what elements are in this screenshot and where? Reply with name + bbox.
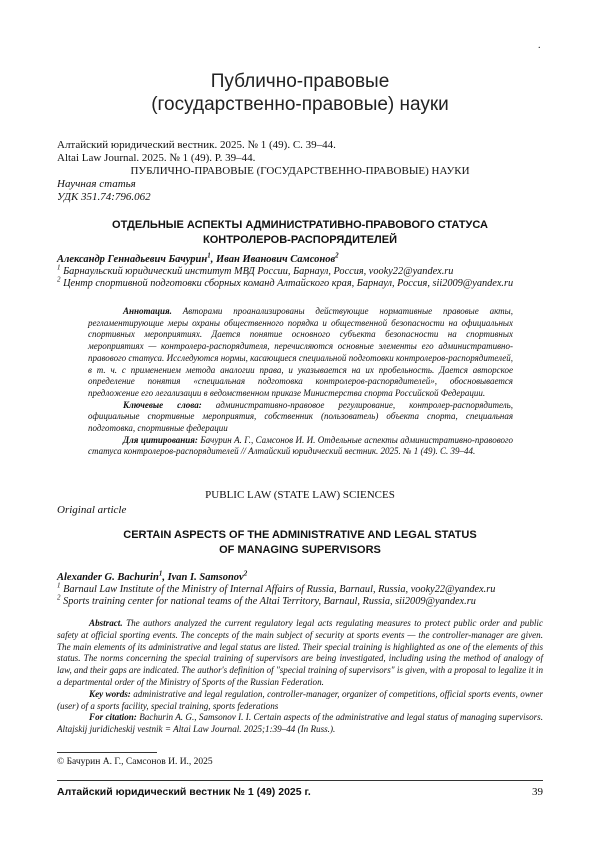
keywords-en: Key words: administrative and legal regulation, controller-manager, organizer of competitions, official sports events, owner (user) of a sports facility, special training, sports federations [57, 689, 543, 713]
title-en-line1: CERTAIN ASPECTS OF THE ADMINISTRATIVE AND LEGAL STATUS [0, 528, 600, 543]
title-ru-line1: ОТДЕЛЬНЫЕ АСПЕКТЫ АДМИНИСТРАТИВНО-ПРАВОВОГО СТАТУСА [0, 218, 600, 233]
udc-code: УДК 351.74:796.062 [57, 191, 543, 204]
section-caps: ПУБЛИЧНО-ПРАВОВЫЕ (ГОСУДАРСТВЕННО-ПРАВОВЫЕ) НАУКИ [57, 165, 543, 178]
author2-en: Ivan I. Samsonov [168, 572, 244, 583]
author-names-en: Alexander G. Bachurin1, Ivan I. Samsonov2 [57, 572, 495, 584]
abstract-en [57, 618, 543, 736]
title-ru-line2: КОНТРОЛЕРОВ-РАСПОРЯДИТЕЛЕЙ [0, 233, 600, 248]
abstract-en-paragraph: Abstract. The authors analyzed the current regulatory legal acts regulating measures to protect public order and public safety at official sporting events. The concepts of the main subject of security at sports events — the controller-manager are given. The main elements of its administrative and legal status are listed. Their special training is highlighted as one of the elements of this status. The norms concerning the special training of supervisors are being investigated, including using the method of analogy of law, and their gaps are indicated. The author's definition of "special training of supervisors" is given, with a proposal to legalize it in a departmental order of the Ministry of Sports of the Russian Federation. [57, 618, 543, 689]
section-title [0, 70, 600, 116]
citation-en: Altai Law Journal. 2025. № 1 (49). P. 39–44. [57, 152, 543, 165]
abstract-ru [88, 306, 513, 458]
citation-ru: Алтайский юридический вестник. 2025. № 1 (49). С. 39–44. [57, 139, 543, 152]
section-title-line1: Публично-правовые [0, 70, 600, 93]
affiliation1-en: 1 Barnaul Law Institute of the Ministry of Internal Affairs of Russia, Barnaul, Russia, vooky22@yandex.ru [57, 584, 495, 596]
page-number: 39 [520, 786, 543, 798]
title-en-line2: OF MANAGING SUPERVISORS [0, 543, 600, 558]
author1-en: Alexander G. Bachurin [57, 572, 159, 583]
authors-ru [57, 254, 513, 290]
article-title-ru [0, 218, 600, 248]
author1-ru: Александр Геннадьевич Бачурин [57, 254, 207, 265]
article-title-en [0, 528, 600, 558]
corner-mark: . [538, 40, 541, 51]
affiliation2-en: 2 Sports training center for national teams of the Altai Territory, Barnaul, Russia, sii2009@yandex.ru [57, 596, 495, 608]
article-type-ru: Научная статья [57, 178, 543, 191]
copyright-divider [57, 752, 157, 753]
section-header-en: PUBLIC LAW (STATE LAW) SCIENCES [0, 489, 600, 501]
affiliation1-ru: 1 Барнаульский юридический институт МВД России, Барнаул, Россия, vooky22@yandex.ru [57, 266, 513, 278]
footer-journal: Алтайский юридический вестник № 1 (49) 2025 г. [57, 786, 311, 798]
authors-en [57, 572, 495, 608]
footer-divider [57, 780, 543, 781]
keywords-ru: Ключевые слова: административно-правовое регулирование, контролер-распорядитель, официальные спортивные мероприятия, собственник (пользователь) объекта спорта, специальная подготовка, спортивные федерации [88, 400, 513, 435]
article-type-en: Original article [57, 504, 126, 516]
article-meta [57, 139, 543, 204]
citation-block-ru: Для цитирования: Бачурин А. Г., Самсонов И. И. Отдельные аспекты административно-правового статуса контролеров-распорядителей // Алтайский юридический вестник. 2025. № 1 (49). С. 39–44. [88, 435, 513, 458]
section-title-line2: (государственно-правовые) науки [0, 93, 600, 116]
author-names-ru: Александр Геннадьевич Бачурин1, Иван Иванович Самсонов2 [57, 254, 513, 266]
citation-block-en: For citation: Bachurin A. G., Samsonov I. I. Certain aspects of the administrative and legal status of managing supervisors. Altajskij juridicheskij vestnik = Altai Law Journal. 2025;1:39–44 (In Russ.). [57, 712, 543, 736]
abstract-ru-paragraph: Аннотация. Авторами проанализированы действующие нормативные правовые акты, регламентирующие меры охраны общественного порядка и общественной безопасности на официальных спортивных мероприятиях. Дается понятие основного субъекта безопасности на спортивных мероприятиях — контролера-распорядителя, перечисляются основные элементы его административно-правового статуса. Исследуются нормы, касающиеся специальной подготовки контролеров-распорядителей, в т. ч. с применением метода аналогии права, и указывается на их пробельность. Дается авторское определение понятия «специальная подготовка контролеров-распорядителей», обосновывается предложение его легализации в ведомственном приказе Министерства спорта Российской Федерации. [88, 306, 513, 400]
author2-ru: Иван Иванович Самсонов [216, 254, 335, 265]
copyright-notice: © Бачурин А. Г., Самсонов И. И., 2025 [57, 757, 213, 767]
affiliation2-ru: 2 Центр спортивной подготовки сборных команд Алтайского края, Барнаул, Россия, sii2009@yandex.ru [57, 278, 513, 290]
